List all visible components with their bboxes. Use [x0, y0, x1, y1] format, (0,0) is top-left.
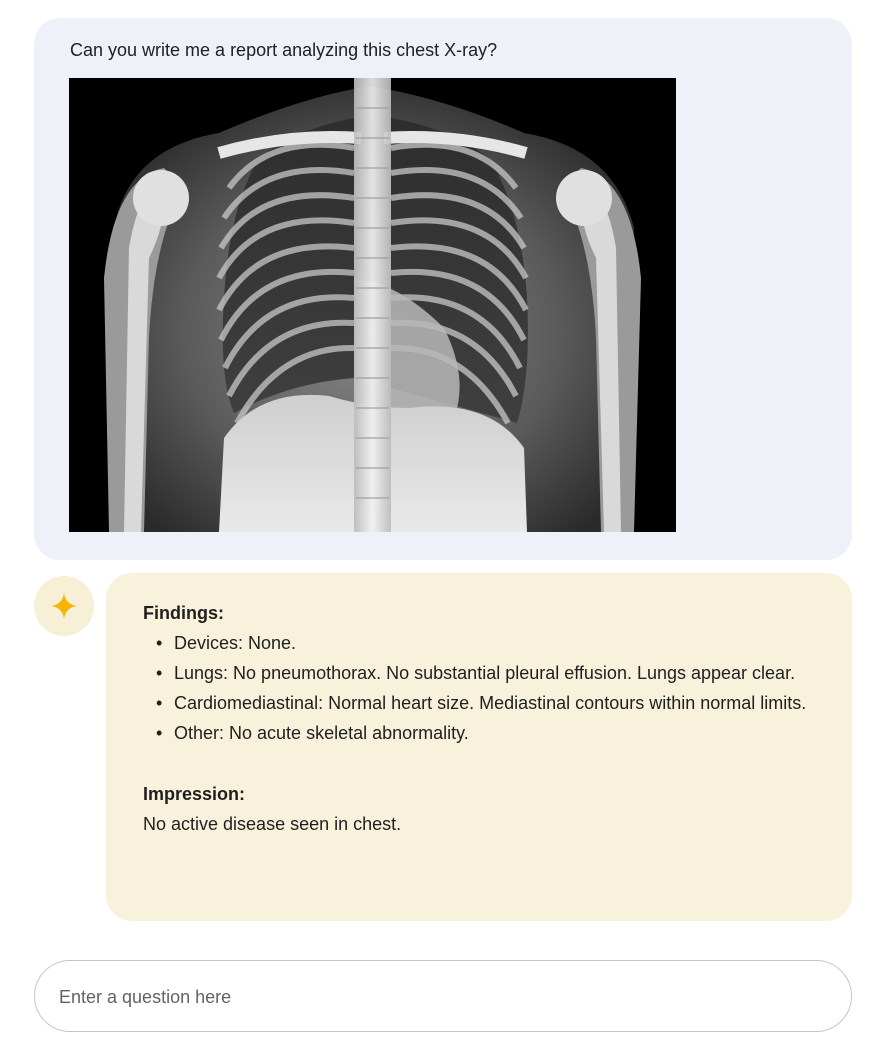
impression-heading: Impression:	[143, 784, 246, 804]
assistant-message-content	[143, 598, 833, 839]
findings-list	[143, 628, 833, 748]
assistant-message-bubble	[106, 573, 852, 921]
finding-text: Devices: None.	[174, 633, 297, 653]
user-message-bubble	[34, 18, 852, 560]
sparkle-icon	[51, 593, 77, 619]
bullet: •	[156, 663, 163, 683]
chest-xray-image[interactable]	[69, 78, 676, 532]
assistant-avatar	[34, 576, 94, 636]
finding-item	[143, 718, 833, 748]
bullet: •	[156, 693, 163, 713]
finding-text: Other: No acute skeletal abnormality.	[174, 723, 469, 743]
finding-item	[143, 688, 833, 718]
finding-text: Cardiomediastinal: Normal heart size. Mediastinal contours within normal limits.	[174, 693, 807, 713]
findings-heading: Findings:	[143, 603, 224, 623]
spacer	[143, 748, 833, 779]
user-message-text: Can you write me a report analyzing this chest X-ray?	[70, 40, 498, 60]
impression-text: No active disease seen in chest.	[143, 814, 402, 834]
bullet: •	[156, 723, 163, 743]
question-input-container[interactable]	[34, 960, 852, 1032]
question-input[interactable]	[57, 961, 821, 1033]
finding-item	[143, 628, 833, 658]
finding-text: Lungs: No pneumothorax. No substantial pleural effusion. Lungs appear clear.	[174, 663, 796, 683]
finding-item	[143, 658, 833, 688]
bullet: •	[156, 633, 163, 653]
